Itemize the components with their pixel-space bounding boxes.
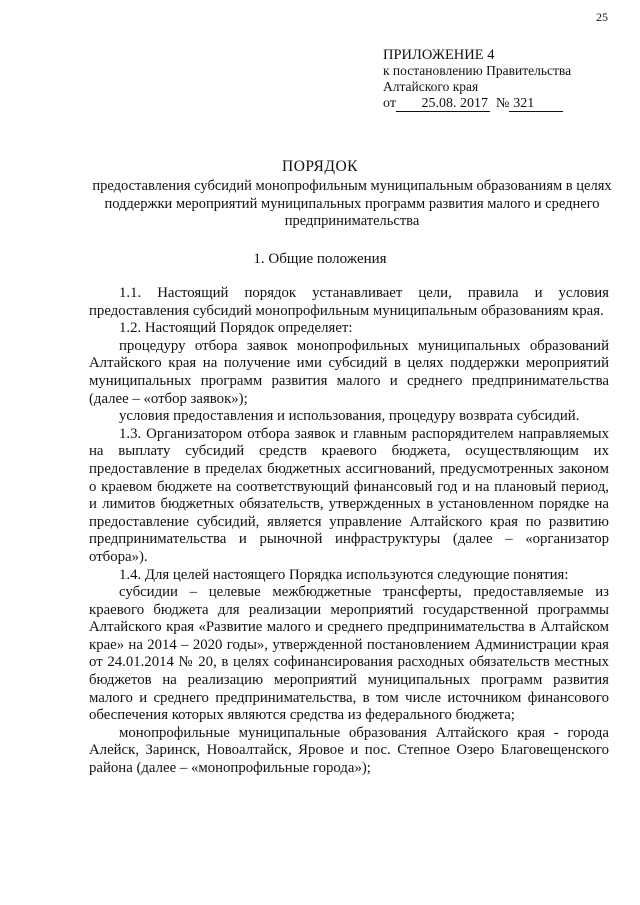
appendix-block	[383, 47, 571, 112]
document-title: ПОРЯДОК	[282, 158, 358, 175]
paragraph-monotowns-definition: монопрофильные муниципальные образования Алтайского края - города Алейск, Заринск, Новоалтайск, Яровое и пос. Степное Озеро Благовещенского района (далее – «монопрофильные города»);	[89, 724, 609, 777]
appendix-title: ПРИЛОЖЕНИЕ 4	[383, 47, 495, 63]
paragraph-conditions: условия предоставления и использования, процедуру возврата субсидий.	[119, 408, 580, 425]
paragraph-1-3: 1.3. Организатором отбора заявок и главным распорядителем направляемых на выплату субсидий средств краевого бюджета, осуществляющим их предоставление в пределах бюджетных ассигнований, предусмотренных законом о краевом бюджете на соответствующий финансовый год и на плановый период, и лимитов бюджетных обязательств, утвержденных в установленном порядке на предоставление субсидий, является управление Алтайского края по развитию предпринимательства и рыночной инфраструктуры (далее – «организатор отбора»).	[89, 425, 609, 565]
appendix-line-resolution: к постановлению Правительства	[383, 63, 572, 78]
paragraph-1-4: 1.4. Для целей настоящего Порядка используются следующие понятия:	[119, 566, 569, 583]
date-prefix: от	[383, 96, 396, 111]
section-heading: 1. Общие положения	[253, 251, 387, 267]
document-subtitle: предоставления субсидий монопрофильным муниципальным образованиям в целях поддержки мероприятий муниципальных программ развития малого и среднего предпринимательства	[92, 178, 612, 229]
appendix-date-line	[383, 96, 571, 112]
resolution-date: 25.08. 2017	[396, 97, 490, 112]
number-sign: №	[495, 96, 510, 111]
paragraph-subsidies-definition: субсидии – целевые межбюджетные трансферты, предоставляемые из краевого бюджета для реализации мероприятий государственной программы Алтайского края «Развитие малого и среднего предпринимательства в Алтайском крае» на 2014 – 2020 годы», утвержденной постановлением Администрации края от 24.01.2014 № 20, в целях софинансирования расходных обязательств местных бюджетов на реализацию мероприятий муниципальных программ развития малого и среднего предпринимательства, в том числе источником финансового обеспечения которых являются средства из федерального бюджета;	[89, 584, 609, 724]
paragraph-procedure: процедуру отбора заявок монопрофильных муниципальных образований Алтайского края на получение ими субсидий в целях поддержки мероприятий муниципальных программ развития малого и среднего предпринимательства (далее – «отбор заявок»);	[89, 337, 609, 407]
appendix-line-region: Алтайского края	[383, 79, 479, 94]
page-number: 25	[596, 10, 608, 24]
paragraph-1-1: 1.1. Настоящий порядок устанавливает цели, правила и условия предоставления субсидий монопрофильным муниципальным образованиям края.	[89, 285, 609, 319]
resolution-number: 321	[509, 97, 563, 112]
document-body	[89, 285, 609, 778]
paragraph-1-2: 1.2. Настоящий Порядок определяет:	[119, 320, 353, 337]
